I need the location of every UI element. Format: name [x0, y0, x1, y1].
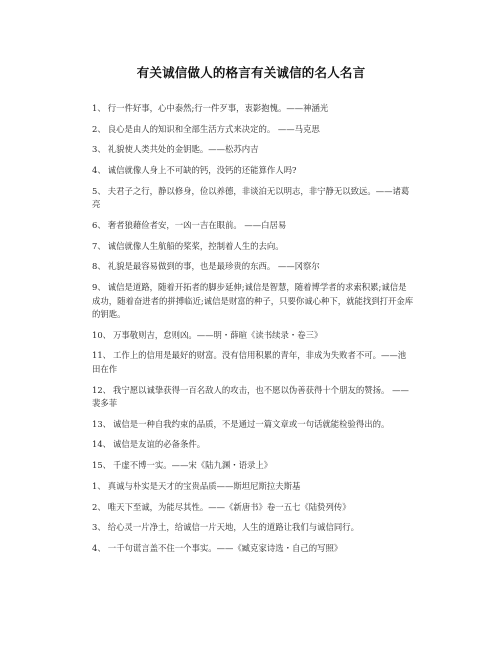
quote-item: 10、 万事敬则吉，怠则凶。——明・薛暄《读书续录・卷三》 — [92, 329, 323, 340]
quote-item: 12、 我宁愿以诚挚获得一百名敌人的攻击，也不愿以伪善获得十个朋友的赞扬。 ——裴多菲 — [92, 384, 409, 409]
quote-item: 2、 良心是由人的知识和全部生活方式来决定的。 ——马克思 — [92, 123, 320, 134]
quote-item: 5、 夫君子之行，静以修身，俭以养德，非谈泊无以明志，非宁静无以致远。——诸葛亮 — [92, 185, 410, 210]
quote-item: 13、 诚信是一种自我约束的品质，不是通过一篇文章或一句话就能检验得出的。 — [92, 418, 390, 429]
quote-item: 3、 给心灵一片净土，给诚信一片天地，人生的道路让我们与诚信同行。 — [92, 522, 359, 533]
quote-list — [92, 102, 414, 563]
quote-item: 15、 千虚不博一实。——宋《陆九渊・语录上》 — [92, 460, 273, 471]
quote-item: 9、 诚信是道路，随着开拓者的脚步延伸;诚信是智慧，随着博学者的求索积累;诚信是成功，随着奋进者的拼搏临近;诚信是财富的种子，只要你诚心种下，就能找到打开金库的钥匙。 — [92, 282, 414, 319]
quote-item: 3、 礼貌使人类共处的金钥匙。——松苏内吉 — [92, 144, 259, 155]
quote-item: 7、 诚信就像人生航船的桨桨，控制着人生的去向。 — [92, 240, 284, 251]
quote-item: 2、 唯天下至诚，为能尽其性。——《新唐书》卷一五七《陆贽列传》 — [92, 501, 351, 512]
quote-item: 1、 真诚与朴实是天才的宝贵品质——斯坦尼斯拉夫斯基 — [92, 480, 301, 491]
quote-item: 11、 工作上的信用是最好的财富。没有信用积累的青年，非成为失败者不可。——池田在作 — [92, 350, 407, 374]
quote-item: 8、 礼貌是最容易做到的事，也是最珍贵的东西。 ——冈察尔 — [92, 261, 320, 272]
quote-item: 4、 一千句谎言盖不住一个事实。——《臧克家诗选・自己的写照》 — [92, 542, 343, 553]
quote-item: 1、 行一件好事，心中泰然;行一件歹事，衷影抱愧。——神涵光 — [92, 103, 329, 113]
quote-item: 4、 诚信就像人身上不可缺的钙，没钙的还能算作人吗? — [92, 165, 297, 176]
page-title: 有关诚信做人的格言有关诚信的名人名言 — [136, 65, 366, 80]
quote-item: 6、 奢者狼藉俭者安，一凶一吉在眼前。 ——白居易 — [92, 219, 287, 230]
quote-item: 14、 诚信是友谊的必备条件。 — [92, 439, 206, 450]
